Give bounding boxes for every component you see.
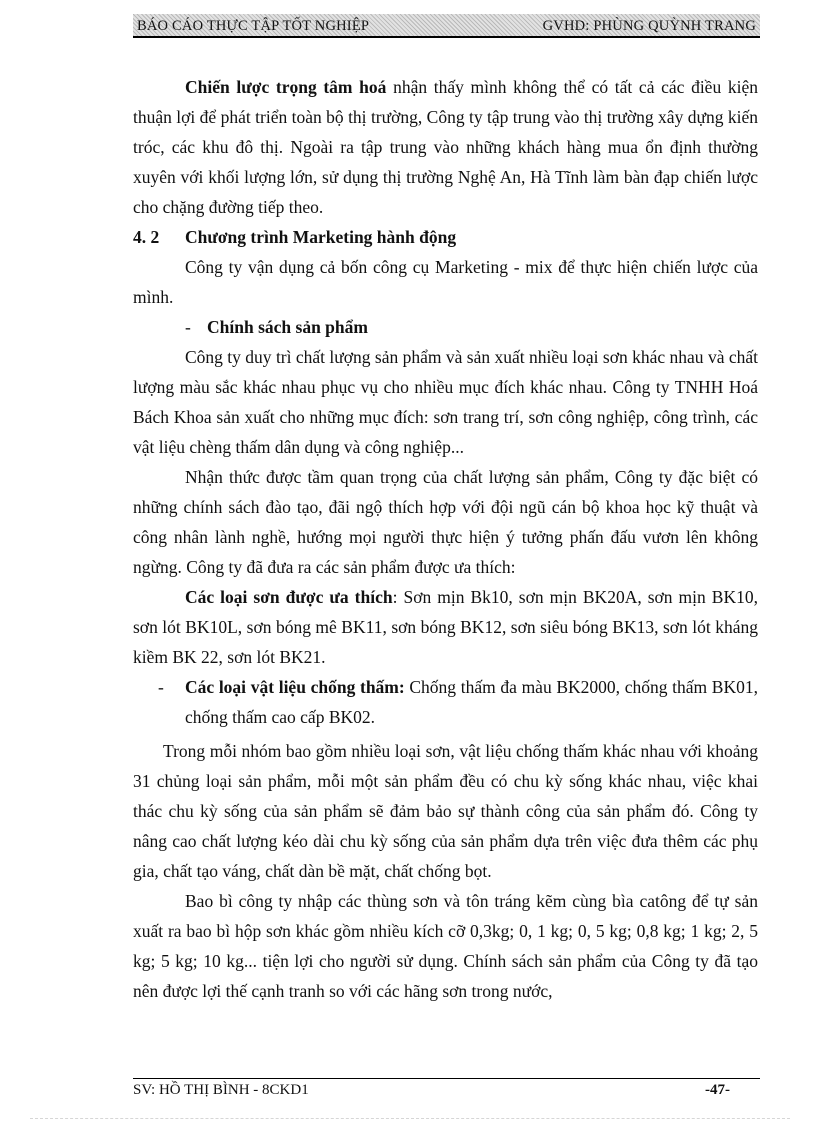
dash-bullet: -: [185, 317, 191, 337]
paragraph: Nhận thức được tầm quan trọng của chất lượng sản phẩm, Công ty đặc biệt có những chính sách đào tạo, đãi ngộ thích hợp với đội ngũ cán bộ khoa học kỹ thuật và công nhân lành nghề, hướng mọi người thực hiện ý tưởng phấn đấu vươn lên không ngừng. Công ty đã đưa ra các sản phẩm được ưa thích:: [133, 467, 758, 577]
header-supervisor: GVHD: PHÙNG QUỲNH TRANG: [542, 17, 756, 34]
section-heading: [133, 222, 758, 252]
subsection-title: Chính sách sản phẩm: [207, 317, 368, 337]
bold-term: Các loại sơn được ưa thích: [185, 587, 393, 607]
paragraph: Các loại sơn được ưa thích: Sơn mịn Bk10, sơn mịn BK20A, sơn mịn BK10, sơn lót BK10L, sơn bóng mê BK11, sơn bóng BK12, sơn siêu bóng BK13, sơn lót kháng kiềm BK 22, sơn lót BK21.: [133, 587, 758, 667]
paragraph: Trong mỗi nhóm bao gồm nhiều loại sơn, vật liệu chống thấm khác nhau với khoảng 31 chủng loại sản phẩm, mỗi một sản phẩm đều có chu kỳ sống khác nhau, việc khai thác chu kỳ sống của sản phẩm sẽ đảm bảo sự thành công của sản phẩm đó. Công ty nâng cao chất lượng kéo dài chu kỳ sống của sản phẩm dựa trên việc đưa thêm các phụ gia, chất tạo váng, chất dàn bề mặt, chất chống bọt.: [133, 741, 758, 881]
dash-bullet: -: [158, 677, 164, 697]
paragraph: Chiến lược trọng tâm hoá nhận thấy mình không thể có tất cả các điều kiện thuận lợi để phát triển toàn bộ thị trường, Công ty tập trung vào thị trường xây dựng kiến tróc, các khu đô thị. Ngoài ra tập trung vào những khách hàng mua ổn định thường xuyên với khối lượng lớn, sử dụng thị trường Nghệ An, Hà Tĩnh làm bàn đạp chiến lược cho chặng đường tiếp theo.: [133, 77, 758, 217]
footer-divider: [133, 1078, 760, 1079]
bold-term: Chiến lược trọng tâm hoá: [185, 77, 387, 97]
section-number: 4. 2: [133, 227, 160, 247]
section-title: Chương trình Marketing hành động: [185, 227, 457, 247]
list-item: - Các loại vật liệu chống thấm: Chống thấm đa màu BK2000, chống thấm BK01, chống thấm cao cấp BK02.: [133, 672, 758, 732]
paragraph: Công ty duy trì chất lượng sản phẩm và sản xuất nhiều loại sơn khác nhau và chất lượng màu sắc khác nhau phục vụ cho nhiều mục đích khác nhau. Công ty TNHH Hoá Bách Khoa sản xuất cho những mục đích: sơn trang trí, sơn công nghiệp, công trình, các vật liệu chèng thấm dân dụng và công nghiệp...: [133, 347, 758, 457]
document-body: [133, 72, 758, 1006]
footer-student: SV: HỒ THỊ BÌNH - 8CKD1: [133, 1082, 309, 1098]
paragraph: Bao bì công ty nhập các thùng sơn và tôn tráng kẽm cùng bìa catông để tự sản xuất ra bao bì hộp sơn khác gồm nhiều kích cỡ 0,3kg; 0, 1 kg; 0, 5 kg; 0,8 kg; 1 kg; 2, 5 kg; 5 kg; 10 kg... tiện lợi cho người sử dụng. Chính sách sản phẩm của Công ty đã tạo nên được lợi thế cạnh tranh so với các hãng sơn trong nước,: [133, 891, 758, 1001]
page-footer: [133, 1082, 760, 1099]
page-edge-divider: [30, 1118, 790, 1119]
header-report-title: BÁO CÁO THỰC TẬP TỐT NGHIỆP: [137, 17, 370, 34]
paragraph: Công ty vận dụng cả bốn công cụ Marketing - mix để thực hiện chiến lược của mình.: [133, 257, 758, 307]
bold-term: Các loại vật liệu chống thấm:: [185, 677, 405, 697]
subsection-heading: [133, 312, 758, 342]
page-number: -47-: [705, 1082, 730, 1098]
page-header: [133, 14, 760, 38]
